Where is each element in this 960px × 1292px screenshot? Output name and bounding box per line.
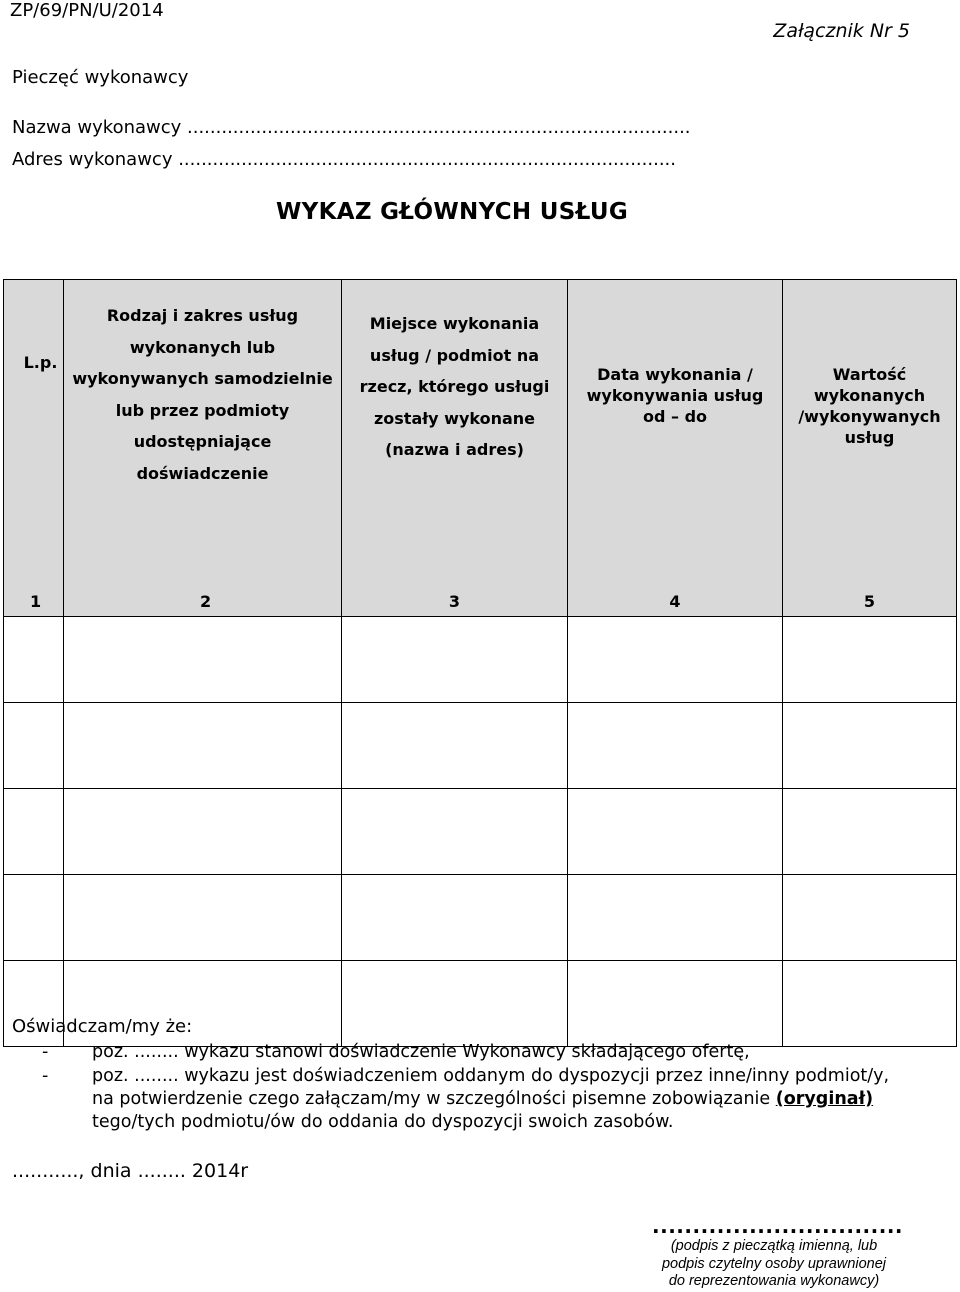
table-row: [4, 703, 957, 789]
table-header-row: [4, 280, 957, 587]
contractor-seal-label: Pieczęć wykonawcy: [12, 67, 189, 88]
table-cell[interactable]: [64, 789, 342, 875]
services-table: [3, 279, 956, 970]
header-service-type: Rodzaj i zakres usług wykonanych lub wykonywanych samodzielnie lub przez podmioty udostępniające doświadczenie: [64, 280, 342, 587]
column-number: 4: [568, 586, 783, 617]
signature-line: ...............................: [652, 1214, 904, 1238]
table-row: [4, 875, 957, 961]
list-dash: -: [42, 1042, 49, 1062]
table-cell[interactable]: [568, 961, 783, 1047]
annex-label: Załącznik Nr 5: [773, 20, 910, 42]
document-code: ZP/69/PN/U/2014: [10, 0, 164, 21]
table-cell[interactable]: [64, 703, 342, 789]
table-cell[interactable]: [4, 617, 64, 703]
services-grid: [3, 279, 957, 1047]
statement-heading: Oświadczam/my że:: [12, 1016, 193, 1037]
table-cell[interactable]: [342, 961, 568, 1047]
table-cell[interactable]: [568, 703, 783, 789]
column-number: 5: [783, 586, 957, 617]
date-line: ..........., dnia ........ 2014r: [12, 1160, 249, 1182]
document-title: WYKAZ GŁÓWNYCH USŁUG: [275, 199, 629, 225]
contractor-address-line: Adres wykonawcy .......................................................................................: [12, 149, 676, 170]
header-place: Miejsce wykonania usług / podmiot na rzecz, którego usługi zostały wykonane (nazwa i adres): [342, 280, 568, 587]
table-cell[interactable]: [568, 617, 783, 703]
header-value: Wartość wykonanych /wykonywanych usług: [783, 280, 957, 587]
table-cell[interactable]: [342, 617, 568, 703]
table-cell[interactable]: [568, 875, 783, 961]
table-cell[interactable]: [342, 875, 568, 961]
table-cell[interactable]: [4, 789, 64, 875]
statement-item-text: poz. ........ wykazu stanowi doświadczenie Wykonawcy składającego ofertę,: [92, 1042, 750, 1062]
signature-caption: podpis czytelny osoby uprawnionej: [661, 1256, 887, 1272]
list-dash: -: [42, 1066, 49, 1086]
table-cell[interactable]: [4, 703, 64, 789]
header-lp: L.p.: [4, 280, 64, 587]
table-cell[interactable]: [4, 875, 64, 961]
column-number: 3: [342, 586, 568, 617]
statement-item-text: poz. ........ wykazu jest doświadczeniem oddanym do dyspozycji przez inne/inny podmiot/y, na potwierdzenie czego załączam/my w szczególności pisemne zobowiązanie (oryginał) tego/tych podmiotu/ów do oddania do dyspozycji swoich zasobów.: [92, 1066, 890, 1132]
table-cell[interactable]: [783, 875, 957, 961]
contractor-name-line: Nazwa wykonawcy ........................................................................................: [12, 117, 691, 138]
table-row: [4, 617, 957, 703]
column-number-row: [4, 586, 957, 617]
table-cell[interactable]: [64, 617, 342, 703]
original-emphasis: (oryginał): [775, 1089, 874, 1109]
column-number: 2: [64, 586, 342, 617]
table-cell[interactable]: [64, 875, 342, 961]
table-cell[interactable]: [783, 703, 957, 789]
table-cell[interactable]: [342, 703, 568, 789]
table-cell[interactable]: [342, 789, 568, 875]
header-date: Data wykonania / wykonywania usług od – do: [568, 280, 783, 587]
table-cell[interactable]: [783, 789, 957, 875]
signature-caption: (podpis z pieczątką imienną, lub: [670, 1238, 878, 1254]
signature-caption: do reprezentowania wykonawcy): [668, 1273, 880, 1289]
table-cell[interactable]: [783, 961, 957, 1047]
table-cell[interactable]: [568, 789, 783, 875]
table-row: [4, 789, 957, 875]
table-cell[interactable]: [783, 617, 957, 703]
column-number: 1: [4, 586, 64, 617]
